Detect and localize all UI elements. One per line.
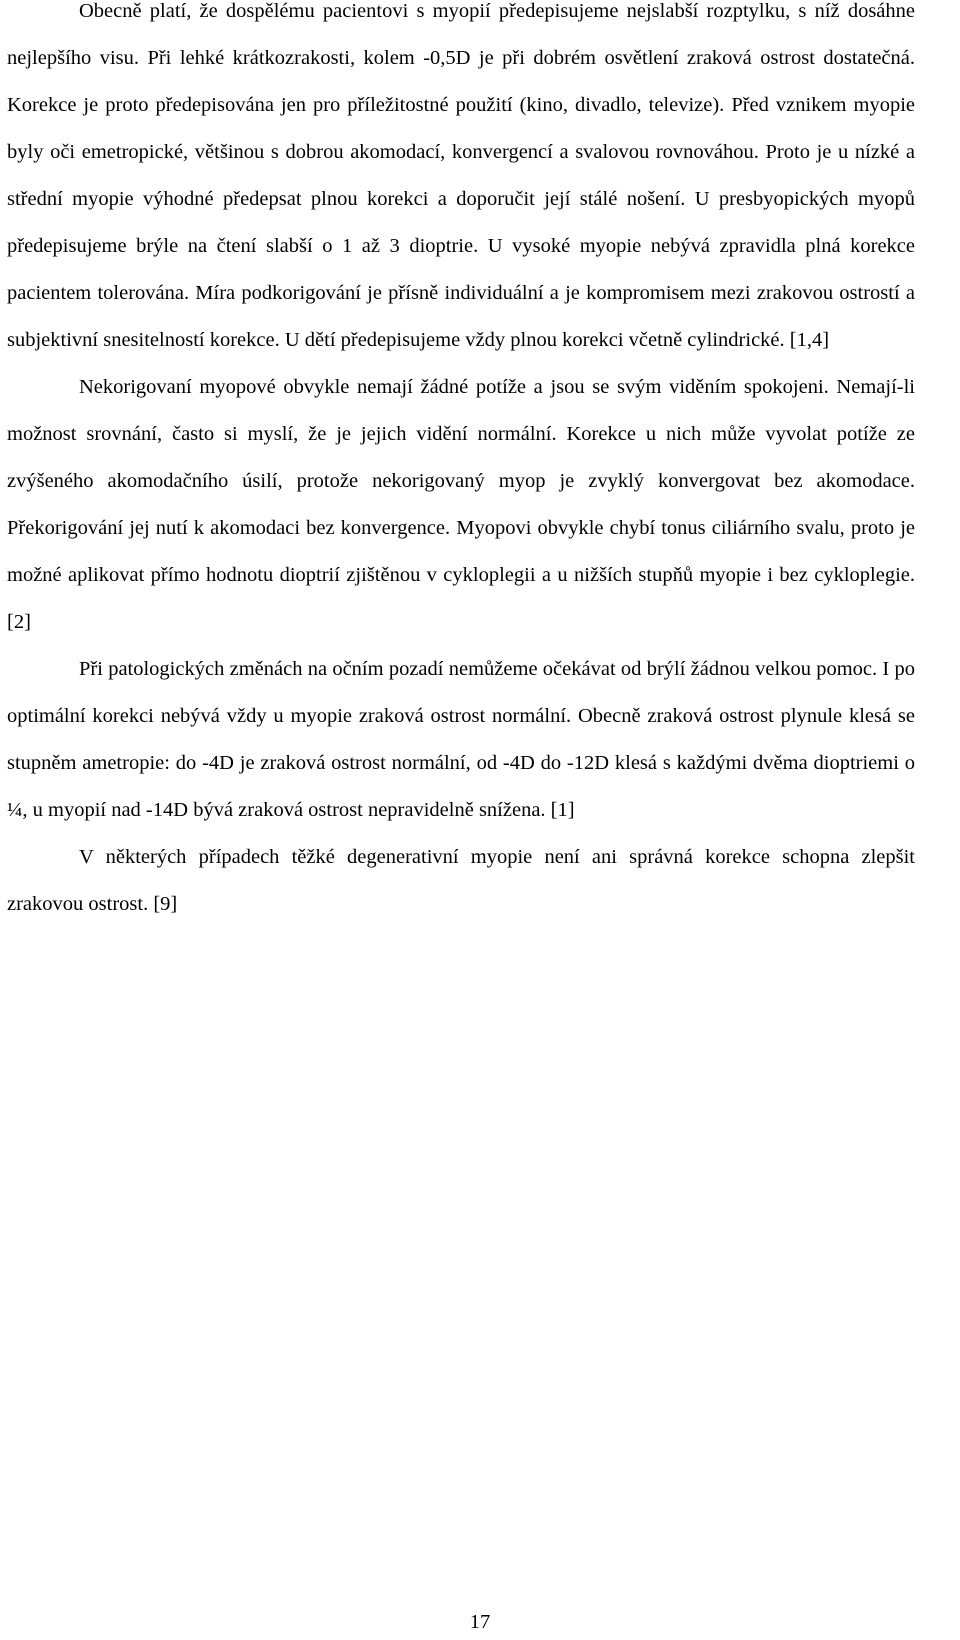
paragraph-pathological-changes: Při patologických změnách na očním pozadí nemůžeme očekávat od brýlí žádnou velkou pomoc. I po optimální korekci nebývá vždy u myopie zraková ostrost normální. Obecně zraková ostrost plynule klesá se stupněm ametropie: do -4D je zraková ostrost normální, od -4D do -12D klesá s každými dvěma dioptriemi o ¼, u myopií nad -14D bývá zraková ostrost nepravidelně snížena. [1] xyxy=(7,658,915,821)
paragraph-degenerative-myopia: V některých případech těžké degenerativní myopie není ani správná korekce schopna zlepšit zrakovou ostrost. [9] xyxy=(7,846,915,915)
page-number-label: 17 xyxy=(469,1611,491,1633)
page-number xyxy=(0,1610,960,1634)
document-page xyxy=(7,0,915,928)
paragraph-myopia-correction: Obecně platí, že dospělému pacientovi s myopií předepisujeme nejslabší rozptylku, s níž dosáhne nejlepšího visu. Při lehké krátkozrakosti, kolem -0,5D je při dobrém osvětlení zraková ostrost dostatečná. Korekce je proto předepisována jen pro příležitostné použití (kino, divadlo, televize). Před vznikem myopie byly oči emetropické, většinou s dobrou akomodací, konvergencí a svalovou rovnováhou. Proto je u nízké a střední myopie výhodné předepsat plnou korekci a doporučit její stálé nošení. U presbyopických myopů předepisujeme brýle na čtení slabší o 1 až 3 dioptrie. U vysoké myopie nebývá zpravidla plná korekce pacientem tolerována. Míra podkorigování je přísně individuální a je kompromisem mezi zrakovou ostrostí a subjektivní snesitelností korekce. U dětí předepisujeme vždy plnou korekci včetně cylindrické. [1,4] xyxy=(7,0,915,351)
paragraph-uncorrected-myopes: Nekorigovaní myopové obvykle nemají žádné potíže a jsou se svým viděním spokojeni. Nemají-li možnost srovnání, často si myslí, že je jejich vidění normální. Korekce u nich může vyvolat potíže ze zvýšeného akomodačního úsilí, protože nekorigovaný myop je zvyklý konvergovat bez akomodace. Překorigování jej nutí k akomodaci bez konvergence. Myopovi obvykle chybí tonus ciliárního svalu, proto je možné aplikovat přímo hodnotu dioptrií zjištěnou v cykloplegii a u nižších stupňů myopie i bez cykloplegie. [2] xyxy=(7,376,915,633)
